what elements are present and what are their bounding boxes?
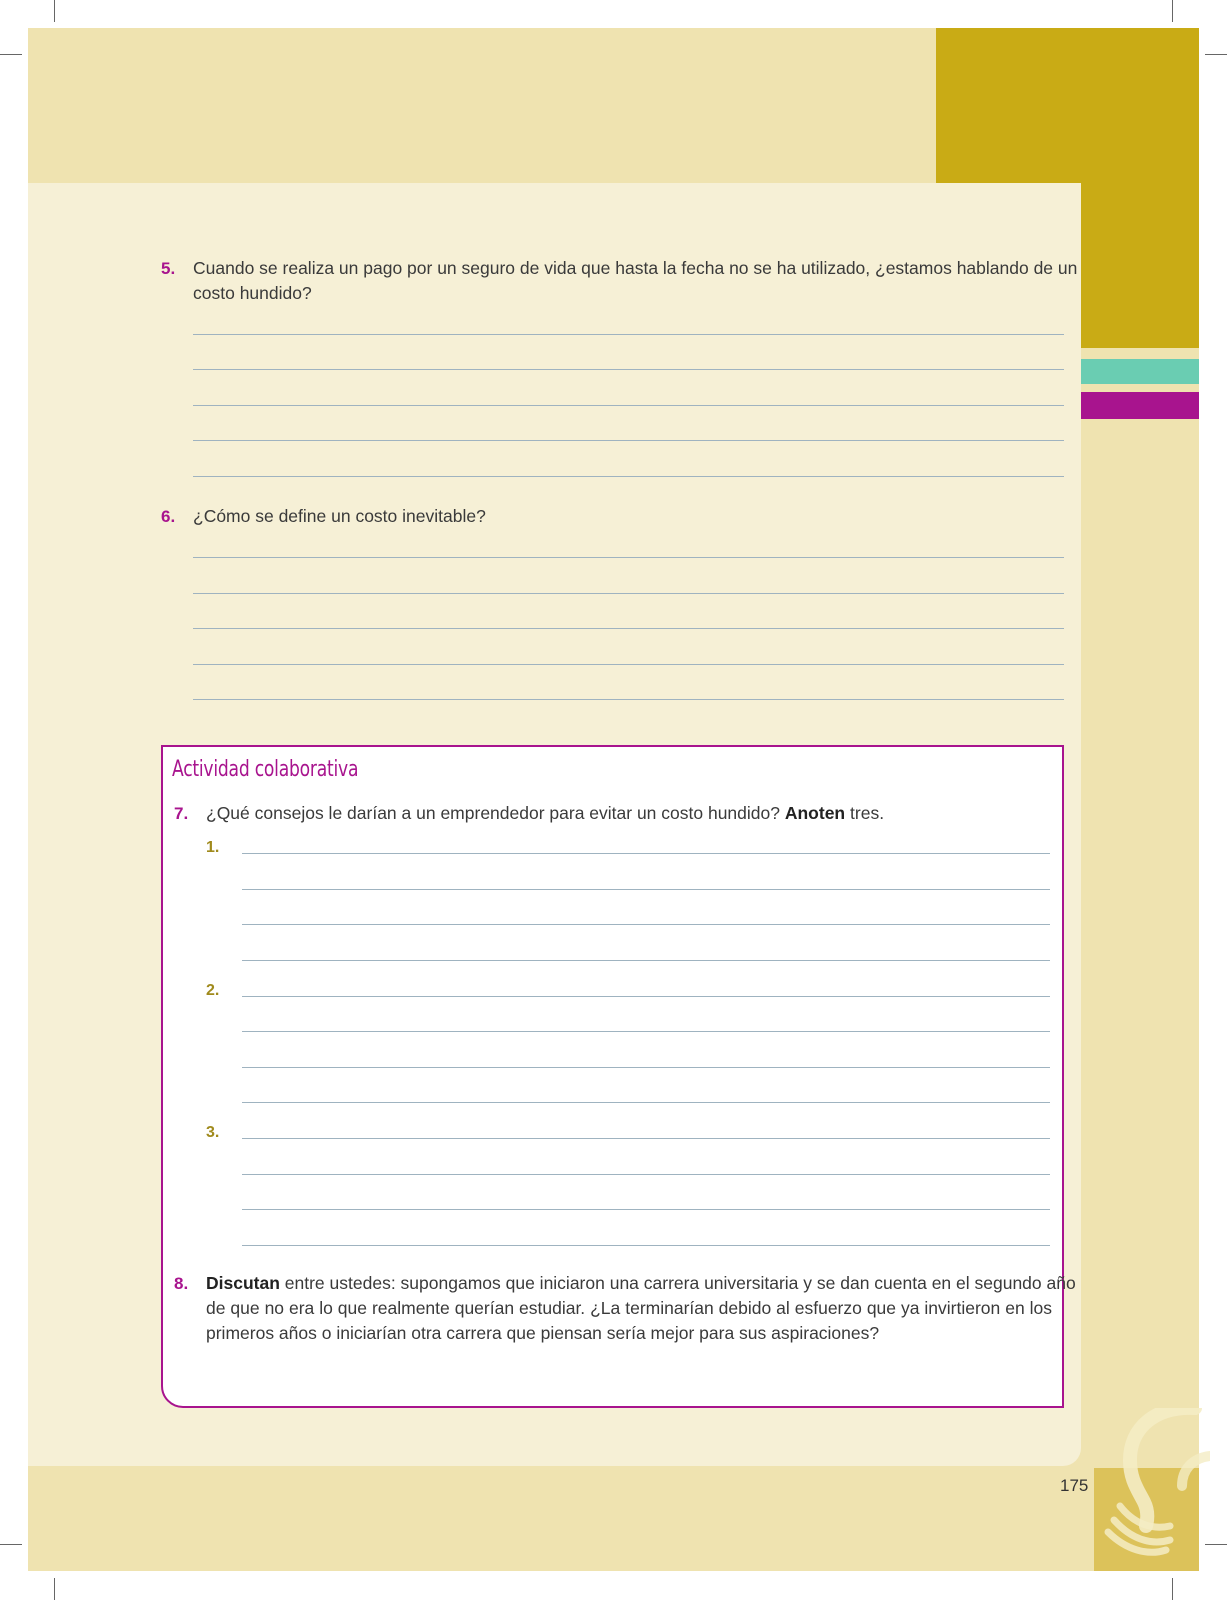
answer-line[interactable]	[193, 476, 1064, 477]
answer-item-number: 2.	[206, 982, 220, 999]
answer-line[interactable]	[242, 960, 1050, 961]
question-7-number: 7.	[174, 804, 189, 823]
crop-mark	[0, 54, 22, 55]
question-6-number: 6.	[161, 507, 176, 526]
question-5-text-line2: costo hundido?	[193, 283, 312, 303]
footer-band	[28, 1468, 1199, 1571]
answer-line[interactable]	[193, 699, 1064, 700]
crop-mark	[0, 1544, 22, 1545]
answer-line[interactable]	[242, 1138, 1050, 1139]
answer-line[interactable]	[242, 996, 1050, 997]
question-7-text	[206, 801, 884, 826]
magenta-accent-strip	[1081, 392, 1199, 419]
page-number: 175	[1060, 1476, 1089, 1495]
answer-line[interactable]	[193, 334, 1064, 335]
answer-item-number: 1.	[206, 839, 220, 856]
question-8-text-line3: primeros años o iniciarían otra carrera que piensan sería mejor para sus aspiraciones?	[206, 1323, 880, 1343]
crop-mark	[54, 1578, 55, 1600]
teal-accent-strip	[1081, 359, 1199, 384]
answer-item-number: 3.	[206, 1124, 220, 1141]
question-8-text-line2: de que no era lo que realmente querían estudiar. ¿La terminarían debido al esfuerzo que ya invirtieron en los	[206, 1298, 1052, 1318]
answer-line[interactable]	[242, 1031, 1050, 1032]
answer-line[interactable]	[193, 628, 1064, 629]
question-5-text-line1: Cuando se realiza un pago por un seguro de vida que hasta la fecha no se ha utilizado, ¿estamos hablando de un	[193, 258, 1078, 278]
question-8-bold-word: Discutan	[206, 1273, 280, 1293]
answer-line[interactable]	[193, 557, 1064, 558]
answer-line[interactable]	[193, 369, 1064, 370]
crop-mark	[1205, 54, 1227, 55]
question-8-number: 8.	[174, 1274, 189, 1293]
question-5-number: 5.	[161, 259, 176, 278]
crop-mark	[1172, 1578, 1173, 1600]
question-7-body: ¿Qué consejos le darían a un emprendedor para evitar un costo hundido?	[206, 803, 780, 823]
question-8-text-line1	[206, 1271, 1076, 1296]
lightbulb-icon	[1100, 1408, 1210, 1558]
crop-mark	[1172, 0, 1173, 22]
answer-line[interactable]	[193, 440, 1064, 441]
crop-mark	[54, 0, 55, 22]
question-6-text: ¿Cómo se define un costo inevitable?	[193, 506, 486, 526]
collaborative-activity-title: Actividad colaborativa	[172, 757, 359, 782]
answer-line[interactable]	[242, 1209, 1050, 1210]
answer-line[interactable]	[242, 1174, 1050, 1175]
question-8-line1-body: entre ustedes: supongamos que iniciaron una carrera universitaria y se dan cuenta en el segundo año	[284, 1273, 1076, 1293]
answer-line[interactable]	[242, 1102, 1050, 1103]
question-7-bold-word: Anoten	[784, 803, 846, 823]
question-7-tail: tres.	[850, 803, 885, 823]
answer-line[interactable]	[193, 593, 1064, 594]
answer-line[interactable]	[242, 1067, 1050, 1068]
answer-line[interactable]	[193, 664, 1064, 665]
answer-line[interactable]	[242, 1245, 1050, 1246]
answer-line[interactable]	[242, 889, 1050, 890]
answer-line[interactable]	[242, 853, 1050, 854]
answer-line[interactable]	[193, 405, 1064, 406]
answer-line[interactable]	[242, 924, 1050, 925]
